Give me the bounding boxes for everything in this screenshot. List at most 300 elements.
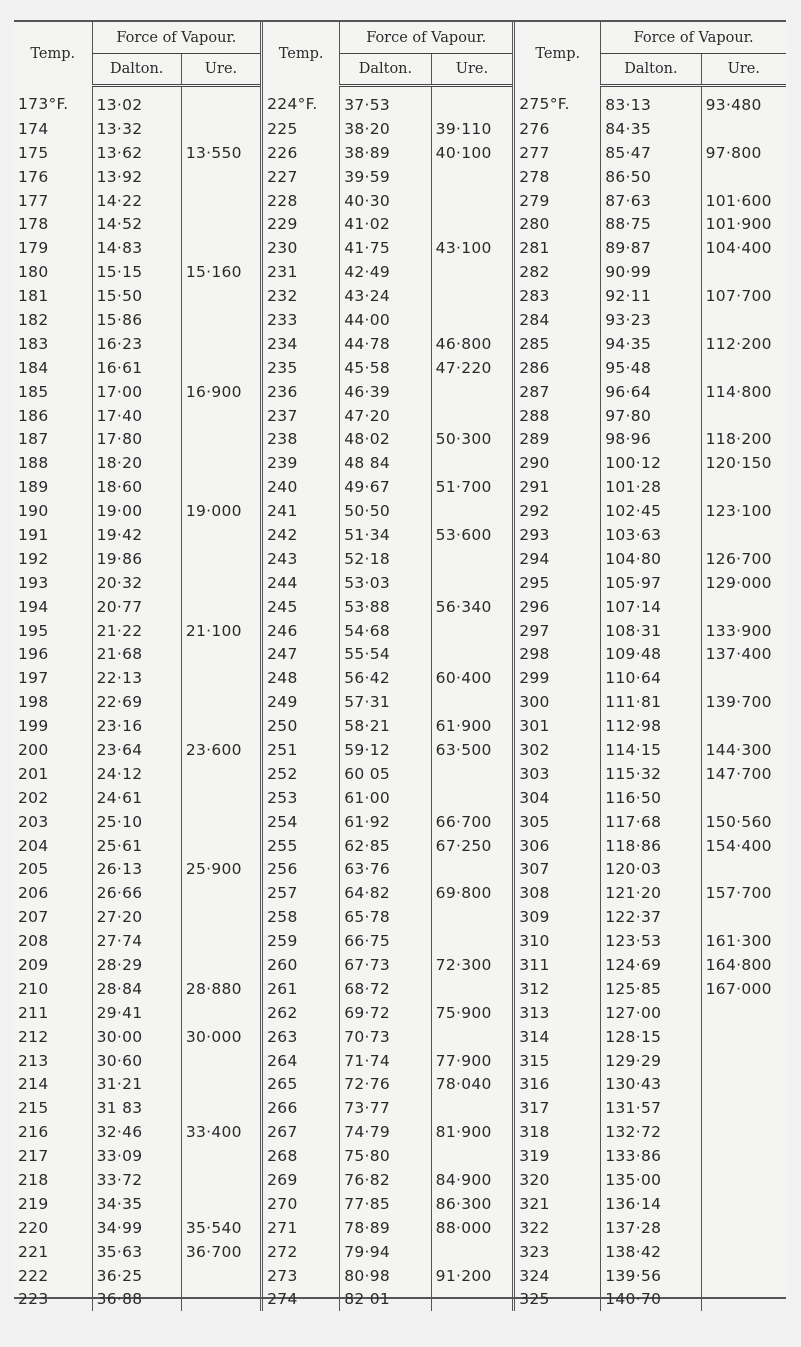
ure-cell: 25·900 xyxy=(181,858,261,882)
dalton-cell: 54·68 xyxy=(340,619,431,643)
ure-cell xyxy=(181,284,261,308)
dalton-cell: 66·75 xyxy=(340,929,431,953)
dalton-cell: 26·66 xyxy=(92,881,181,905)
ure-cell xyxy=(701,1120,786,1144)
temperature-cell: 216 xyxy=(18,1123,49,1142)
temperature-cell: 194 xyxy=(18,597,49,616)
temperature-cell: 258 xyxy=(262,905,340,929)
dalton-cell: 130·43 xyxy=(601,1073,701,1097)
dalton-cell: 13·92 xyxy=(92,165,181,189)
temperature-cell: 323 xyxy=(514,1240,601,1264)
ure-cell: 30·000 xyxy=(181,1025,261,1049)
dalton-cell: 97·80 xyxy=(601,404,701,428)
ure-cell xyxy=(181,1001,261,1025)
temperature-cell: 202 xyxy=(18,788,49,807)
ure-cell xyxy=(181,547,261,571)
ure-cell xyxy=(181,427,261,451)
ure-cell: 107·700 xyxy=(701,284,786,308)
temperature-cell: 321 xyxy=(514,1192,601,1216)
ure-cell: 53·600 xyxy=(431,523,514,547)
dalton-cell: 25·61 xyxy=(92,834,181,858)
table-row xyxy=(14,427,786,451)
dalton-cell: 27·74 xyxy=(92,929,181,953)
ure-cell: 120·150 xyxy=(701,451,786,475)
temperature-cell: 184 xyxy=(18,358,49,377)
dalton-cell: 40·30 xyxy=(340,189,431,213)
temperature-cell: 266 xyxy=(262,1096,340,1120)
dalton-cell: 57·31 xyxy=(340,690,431,714)
temperature-cell: 208 xyxy=(18,932,49,951)
dalton-cell: 16·23 xyxy=(92,332,181,356)
temperature-cell: 265 xyxy=(262,1073,340,1097)
dalton-cell: 17·80 xyxy=(92,427,181,451)
ure-cell: 33·400 xyxy=(181,1120,261,1144)
ure-cell: 72·300 xyxy=(431,953,514,977)
ure-cell xyxy=(701,1025,786,1049)
temp-header-3: Temp. xyxy=(514,22,601,86)
ure-cell: 78·040 xyxy=(431,1073,514,1097)
ure-cell: 69·800 xyxy=(431,881,514,905)
temperature-cell: 279 xyxy=(514,189,601,213)
temperature-cell: 320 xyxy=(514,1168,601,1192)
temperature-cell: 246 xyxy=(262,619,340,643)
dalton-cell: 64·82 xyxy=(340,881,431,905)
table-row xyxy=(14,642,786,666)
ure-cell xyxy=(431,1144,514,1168)
temp-header-2: Temp. xyxy=(262,22,340,86)
dalton-cell: 37·53 xyxy=(340,86,431,117)
table-row xyxy=(14,165,786,189)
table-row xyxy=(14,523,786,547)
temperature-cell: 224°F. xyxy=(262,86,340,117)
ure-cell: 126·700 xyxy=(701,547,786,571)
dalton-cell: 102·45 xyxy=(601,499,701,523)
table-row xyxy=(14,1096,786,1120)
dalton-cell: 108·31 xyxy=(601,619,701,643)
temperature-cell: 269 xyxy=(262,1168,340,1192)
temperature-cell: 310 xyxy=(514,929,601,953)
dalton-cell: 16·61 xyxy=(92,356,181,380)
dalton-cell: 42·49 xyxy=(340,260,431,284)
ure-cell xyxy=(181,236,261,260)
ure-cell: 88·000 xyxy=(431,1216,514,1240)
dalton-cell: 125·85 xyxy=(601,977,701,1001)
ure-cell: 147·700 xyxy=(701,762,786,786)
temperature-cell: 183 xyxy=(18,334,49,353)
ure-cell xyxy=(701,786,786,810)
ure-cell xyxy=(431,690,514,714)
ure-cell xyxy=(701,905,786,929)
dalton-cell: 92·11 xyxy=(601,284,701,308)
table-row xyxy=(14,356,786,380)
table-row xyxy=(14,547,786,571)
ure-cell xyxy=(431,1240,514,1264)
dalton-cell: 132·72 xyxy=(601,1120,701,1144)
temperature-cell: 181 xyxy=(18,287,49,306)
dalton-cell: 118·86 xyxy=(601,834,701,858)
temperature-cell: 196 xyxy=(18,645,49,664)
temperature-cell: 315 xyxy=(514,1049,601,1073)
table-row xyxy=(14,1049,786,1073)
ure-header-1: Ure. xyxy=(181,54,261,86)
ure-cell: 39·110 xyxy=(431,117,514,141)
table-row xyxy=(14,786,786,810)
temperature-cell: 298 xyxy=(514,642,601,666)
temperature-cell: 226 xyxy=(262,141,340,165)
dalton-cell: 71·74 xyxy=(340,1049,431,1073)
ure-cell: 13·550 xyxy=(181,141,261,165)
dalton-cell: 50·50 xyxy=(340,499,431,523)
dalton-cell: 15·50 xyxy=(92,284,181,308)
temperature-cell: 234 xyxy=(262,332,340,356)
temperature-cell: 239 xyxy=(262,451,340,475)
temperature-cell: 316 xyxy=(514,1073,601,1097)
temperature-cell: 309 xyxy=(514,905,601,929)
ure-cell: 167·000 xyxy=(701,977,786,1001)
ure-cell: 157·700 xyxy=(701,881,786,905)
temperature-cell: 324 xyxy=(514,1264,601,1288)
temperature-cell: 297 xyxy=(514,619,601,643)
dalton-cell: 56·42 xyxy=(340,666,431,690)
temperature-cell: 189 xyxy=(18,478,49,497)
temperature-cell: 276 xyxy=(514,117,601,141)
ure-cell xyxy=(701,666,786,690)
ure-cell xyxy=(181,810,261,834)
temperature-cell: 301 xyxy=(514,714,601,738)
temperature-cell: 237 xyxy=(262,404,340,428)
ure-cell xyxy=(181,834,261,858)
dalton-cell: 44·00 xyxy=(340,308,431,332)
temperature-cell: 213 xyxy=(18,1051,49,1070)
ure-cell xyxy=(701,165,786,189)
temperature-cell: 200 xyxy=(18,740,49,759)
temperature-cell: 290 xyxy=(514,451,601,475)
dalton-cell: 95·48 xyxy=(601,356,701,380)
ure-cell xyxy=(181,595,261,619)
temperature-cell: 235 xyxy=(262,356,340,380)
ure-cell xyxy=(701,714,786,738)
dalton-cell: 124·69 xyxy=(601,953,701,977)
ure-cell xyxy=(431,308,514,332)
temperature-cell: 251 xyxy=(262,738,340,762)
dalton-cell: 49·67 xyxy=(340,475,431,499)
table-row xyxy=(14,1025,786,1049)
temperature-cell: 221 xyxy=(18,1242,49,1261)
temperature-cell: 275°F. xyxy=(514,86,601,117)
dalton-cell: 123·53 xyxy=(601,929,701,953)
temperature-cell: 245 xyxy=(262,595,340,619)
temperature-cell: 174 xyxy=(18,119,49,138)
table-row xyxy=(14,380,786,404)
table-row xyxy=(14,475,786,499)
ure-cell: 15·160 xyxy=(181,260,261,284)
ure-cell: 35·540 xyxy=(181,1216,261,1240)
dalton-cell: 115·32 xyxy=(601,762,701,786)
dalton-cell: 135·00 xyxy=(601,1168,701,1192)
dalton-cell: 31 83 xyxy=(92,1096,181,1120)
temperature-cell: 254 xyxy=(262,810,340,834)
dalton-header-1: Dalton. xyxy=(92,54,181,86)
ure-cell: 86·300 xyxy=(431,1192,514,1216)
table-row xyxy=(14,117,786,141)
dalton-cell: 93·23 xyxy=(601,308,701,332)
dalton-cell: 36·88 xyxy=(92,1288,181,1312)
ure-cell xyxy=(701,308,786,332)
temperature-cell: 244 xyxy=(262,571,340,595)
temperature-cell: 173°F. xyxy=(18,95,69,114)
temperature-cell: 227 xyxy=(262,165,340,189)
dalton-cell: 14·22 xyxy=(92,189,181,213)
ure-cell xyxy=(181,1264,261,1288)
ure-cell xyxy=(431,1096,514,1120)
dalton-cell: 20·32 xyxy=(92,571,181,595)
temperature-cell: 206 xyxy=(18,884,49,903)
table-row xyxy=(14,858,786,882)
table-row xyxy=(14,1192,786,1216)
ure-cell xyxy=(181,1288,261,1312)
temperature-cell: 238 xyxy=(262,427,340,451)
temperature-cell: 230 xyxy=(262,236,340,260)
ure-cell xyxy=(701,356,786,380)
ure-cell xyxy=(701,1264,786,1288)
dalton-cell: 104·80 xyxy=(601,547,701,571)
temperature-cell: 260 xyxy=(262,953,340,977)
temperature-cell: 243 xyxy=(262,547,340,571)
dalton-cell: 15·15 xyxy=(92,260,181,284)
ure-cell: 97·800 xyxy=(701,141,786,165)
ure-cell xyxy=(431,858,514,882)
ure-cell xyxy=(181,356,261,380)
ure-cell: 36·700 xyxy=(181,1240,261,1264)
table-row xyxy=(14,1264,786,1288)
temperature-cell: 231 xyxy=(262,260,340,284)
ure-cell xyxy=(701,523,786,547)
ure-cell: 43·100 xyxy=(431,236,514,260)
temperature-cell: 296 xyxy=(514,595,601,619)
dalton-cell: 44·78 xyxy=(340,332,431,356)
ure-cell xyxy=(181,404,261,428)
dalton-cell: 19·00 xyxy=(92,499,181,523)
dalton-cell: 116·50 xyxy=(601,786,701,810)
ure-cell xyxy=(701,1288,786,1312)
table-row xyxy=(14,86,786,117)
dalton-cell: 28·84 xyxy=(92,977,181,1001)
ure-cell xyxy=(701,1096,786,1120)
dalton-cell: 111·81 xyxy=(601,690,701,714)
ure-cell: 66·700 xyxy=(431,810,514,834)
ure-cell xyxy=(431,1025,514,1049)
temperature-cell: 259 xyxy=(262,929,340,953)
ure-cell xyxy=(701,1168,786,1192)
ure-cell xyxy=(181,1049,261,1073)
temperature-cell: 207 xyxy=(18,908,49,927)
dalton-cell: 129·29 xyxy=(601,1049,701,1073)
temperature-cell: 180 xyxy=(18,263,49,282)
dalton-cell: 48·02 xyxy=(340,427,431,451)
ure-cell xyxy=(431,284,514,308)
temperature-cell: 217 xyxy=(18,1147,49,1166)
dalton-cell: 22·13 xyxy=(92,666,181,690)
dalton-cell: 61·00 xyxy=(340,786,431,810)
dalton-cell: 120·03 xyxy=(601,858,701,882)
dalton-cell: 13·62 xyxy=(92,141,181,165)
temperature-cell: 252 xyxy=(262,762,340,786)
temperature-cell: 197 xyxy=(18,669,49,688)
ure-cell xyxy=(431,977,514,1001)
temperature-cell: 278 xyxy=(514,165,601,189)
temperature-cell: 300 xyxy=(514,690,601,714)
table-row xyxy=(14,332,786,356)
ure-cell xyxy=(181,571,261,595)
temperature-cell: 318 xyxy=(514,1120,601,1144)
table-row xyxy=(14,308,786,332)
temperature-cell: 288 xyxy=(514,404,601,428)
temperature-cell: 192 xyxy=(18,549,49,568)
temperature-cell: 177 xyxy=(18,191,49,210)
table-row xyxy=(14,284,786,308)
ure-cell xyxy=(181,189,261,213)
temperature-cell: 220 xyxy=(18,1218,49,1237)
ure-cell xyxy=(181,690,261,714)
temperature-cell: 312 xyxy=(514,977,601,1001)
temperature-cell: 257 xyxy=(262,881,340,905)
ure-cell xyxy=(701,1073,786,1097)
dalton-cell: 41·75 xyxy=(340,236,431,260)
temperature-cell: 179 xyxy=(18,239,49,258)
temperature-cell: 222 xyxy=(18,1266,49,1285)
dalton-cell: 58·21 xyxy=(340,714,431,738)
temperature-cell: 280 xyxy=(514,212,601,236)
dalton-cell: 86·50 xyxy=(601,165,701,189)
temperature-cell: 190 xyxy=(18,502,49,521)
temperature-cell: 205 xyxy=(18,860,49,879)
table-row xyxy=(14,666,786,690)
ure-cell: 150·560 xyxy=(701,810,786,834)
temperature-cell: 201 xyxy=(18,764,49,783)
table-row xyxy=(14,212,786,236)
dalton-cell: 67·73 xyxy=(340,953,431,977)
ure-cell: 46·800 xyxy=(431,332,514,356)
temperature-cell: 203 xyxy=(18,812,49,831)
dalton-cell: 34·99 xyxy=(92,1216,181,1240)
temperature-cell: 182 xyxy=(18,310,49,329)
ure-cell xyxy=(181,117,261,141)
dalton-cell: 47·20 xyxy=(340,404,431,428)
force-of-vapour-header-2: Force of Vapour. xyxy=(340,22,514,54)
dalton-cell: 72·76 xyxy=(340,1073,431,1097)
temperature-cell: 264 xyxy=(262,1049,340,1073)
ure-cell: 75·900 xyxy=(431,1001,514,1025)
ure-cell xyxy=(701,1001,786,1025)
temperature-cell: 302 xyxy=(514,738,601,762)
table-row xyxy=(14,1240,786,1264)
dalton-cell: 53·03 xyxy=(340,571,431,595)
temperature-cell: 272 xyxy=(262,1240,340,1264)
dalton-cell: 21·22 xyxy=(92,619,181,643)
table-body xyxy=(14,86,786,1312)
temperature-cell: 229 xyxy=(262,212,340,236)
ure-cell xyxy=(431,619,514,643)
temperature-cell: 306 xyxy=(514,834,601,858)
temperature-cell: 299 xyxy=(514,666,601,690)
temperature-cell: 186 xyxy=(18,406,49,425)
dalton-cell: 105·97 xyxy=(601,571,701,595)
temperature-cell: 271 xyxy=(262,1216,340,1240)
ure-cell xyxy=(431,86,514,117)
dalton-cell: 15·86 xyxy=(92,308,181,332)
table-row xyxy=(14,953,786,977)
dalton-cell: 35·63 xyxy=(92,1240,181,1264)
dalton-cell: 139·56 xyxy=(601,1264,701,1288)
temperature-cell: 304 xyxy=(514,786,601,810)
temperature-cell: 305 xyxy=(514,810,601,834)
ure-cell: 112·200 xyxy=(701,332,786,356)
ure-cell: 21·100 xyxy=(181,619,261,643)
dalton-cell: 131·57 xyxy=(601,1096,701,1120)
temperature-cell: 212 xyxy=(18,1027,49,1046)
dalton-cell: 24·61 xyxy=(92,786,181,810)
temperature-cell: 292 xyxy=(514,499,601,523)
table-row xyxy=(14,905,786,929)
ure-cell: 28·880 xyxy=(181,977,261,1001)
vapour-table-page xyxy=(14,20,786,1309)
ure-cell xyxy=(701,1049,786,1073)
dalton-cell: 76·82 xyxy=(340,1168,431,1192)
dalton-cell: 117·68 xyxy=(601,810,701,834)
temperature-cell: 198 xyxy=(18,693,49,712)
dalton-cell: 26·13 xyxy=(92,858,181,882)
ure-cell xyxy=(181,881,261,905)
temperature-cell: 219 xyxy=(18,1194,49,1213)
ure-cell xyxy=(701,1144,786,1168)
ure-cell: 23·600 xyxy=(181,738,261,762)
temperature-cell: 270 xyxy=(262,1192,340,1216)
temperature-cell: 210 xyxy=(18,979,49,998)
dalton-cell: 90·99 xyxy=(601,260,701,284)
temperature-cell: 253 xyxy=(262,786,340,810)
dalton-cell: 79·94 xyxy=(340,1240,431,1264)
temperature-cell: 185 xyxy=(18,382,49,401)
ure-cell: 139·700 xyxy=(701,690,786,714)
dalton-cell: 20·77 xyxy=(92,595,181,619)
ure-cell xyxy=(431,1288,514,1312)
dalton-cell: 17·00 xyxy=(92,380,181,404)
temperature-cell: 313 xyxy=(514,1001,601,1025)
ure-cell xyxy=(701,1216,786,1240)
dalton-cell: 137·28 xyxy=(601,1216,701,1240)
dalton-cell: 98·96 xyxy=(601,427,701,451)
temperature-cell: 215 xyxy=(18,1099,49,1118)
ure-cell: 60·400 xyxy=(431,666,514,690)
temperature-cell: 286 xyxy=(514,356,601,380)
ure-cell: 137·400 xyxy=(701,642,786,666)
dalton-header-3: Dalton. xyxy=(601,54,701,86)
temperature-cell: 307 xyxy=(514,858,601,882)
table-row xyxy=(14,977,786,1001)
dalton-cell: 89·87 xyxy=(601,236,701,260)
dalton-cell: 83·13 xyxy=(601,86,701,117)
dalton-cell: 107·14 xyxy=(601,595,701,619)
ure-cell xyxy=(701,117,786,141)
ure-cell xyxy=(181,165,261,189)
dalton-cell: 73·77 xyxy=(340,1096,431,1120)
ure-cell xyxy=(701,475,786,499)
ure-cell: 129·000 xyxy=(701,571,786,595)
ure-cell xyxy=(431,642,514,666)
dalton-cell: 46·39 xyxy=(340,380,431,404)
temperature-cell: 294 xyxy=(514,547,601,571)
temperature-cell: 291 xyxy=(514,475,601,499)
